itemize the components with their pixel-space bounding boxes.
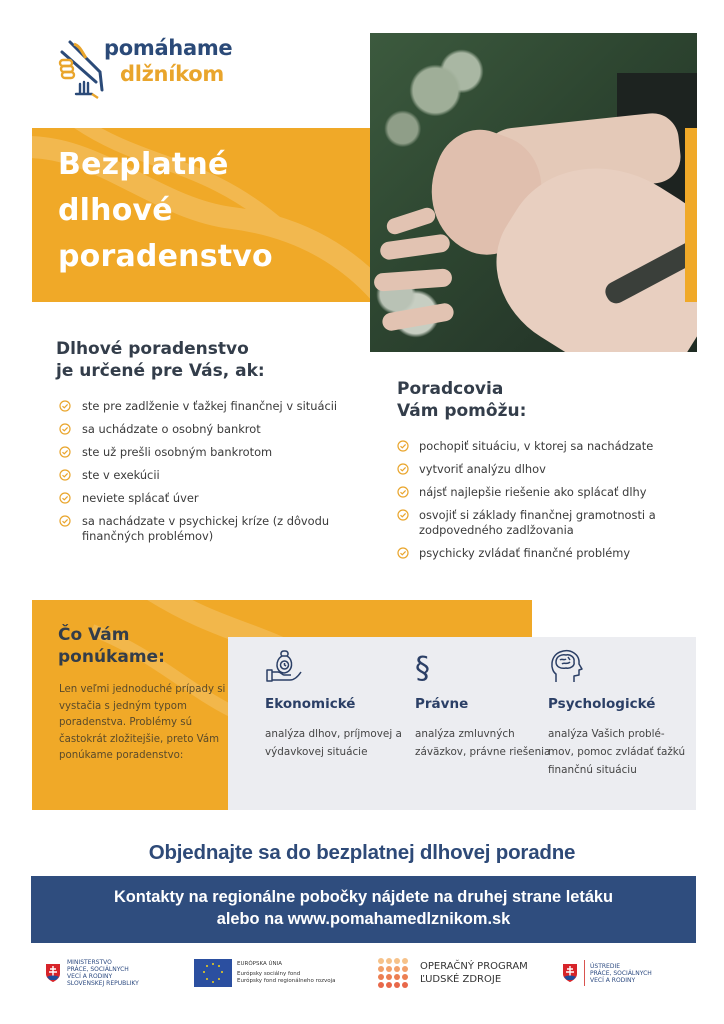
- eu-line-2: Európsky sociálny fond: [237, 971, 301, 977]
- list-item-text: psychicky zvládať finančné problémy: [419, 546, 631, 560]
- list-item-text: ste pre zadlženie v ťažkej finančnej v situácii: [82, 399, 338, 413]
- title-line-2: dlhové: [58, 193, 173, 228]
- list-item-text: pochopiť situáciu, v ktorej sa nachádzate: [419, 439, 654, 453]
- upsvr-logo: [563, 955, 652, 991]
- check-circle-icon: [59, 492, 71, 504]
- svg-text:§: §: [415, 651, 430, 684]
- ministry-line-4: SLOVENSKEJ REPUBLIKY: [67, 980, 139, 987]
- ministry-line-3: VECÍ A RODINY: [67, 973, 113, 980]
- advisors-section: [397, 378, 697, 569]
- hero-title-block: [32, 128, 370, 302]
- cta-heading: Objednajte sa do bezplatnej dlhovej poradne: [148, 841, 576, 864]
- advisors-heading-line-1: Poradcovia: [397, 379, 504, 399]
- check-circle-icon: [397, 440, 409, 452]
- logo-divider: [584, 960, 585, 986]
- paragraph-law-icon: [415, 648, 455, 684]
- list-item: [56, 491, 366, 506]
- check-circle-icon: [59, 423, 71, 435]
- check-circle-icon: [59, 400, 71, 412]
- offer-heading: [58, 624, 165, 668]
- op-line-2: ĽUDSKÉ ZDROJE: [420, 974, 502, 985]
- partner-logos: [0, 955, 724, 995]
- upsvr-line-3: VECÍ A RODINY: [590, 976, 636, 984]
- advisors-list: [397, 439, 697, 561]
- check-circle-icon: [397, 486, 409, 498]
- list-item: [56, 514, 366, 544]
- slovak-coat-of-arms-icon: [46, 964, 60, 982]
- eu-line-1: EURÓPSKA ÚNIA: [237, 961, 283, 967]
- contact-banner: [31, 876, 696, 943]
- list-item: [56, 468, 366, 483]
- list-item-text: sa nachádzate v psychickej kríze (z dôvodu finančných problémov): [82, 514, 330, 543]
- eligibility-heading-line-1: Dlhové poradenstvo: [56, 339, 249, 359]
- check-circle-icon: [59, 469, 71, 481]
- website-link[interactable]: alebo na www.pomahamedlznikom.sk: [216, 910, 511, 928]
- advisors-heading: [397, 378, 697, 422]
- list-item-text: nájsť najlepšie riešenie ako splácať dlhy: [419, 485, 647, 499]
- check-circle-icon: [397, 509, 409, 521]
- service-desc: analýza Vašich problé-mov, pomoc zvládať ťažkú finančnú situáciu: [548, 728, 686, 776]
- service-desc: analýza zmluvných záväzkov, právne riešenia: [415, 728, 551, 758]
- list-item: [397, 508, 697, 538]
- check-circle-icon: [59, 446, 71, 458]
- upsvr-line-1: ÚSTREDIE: [590, 962, 621, 970]
- logo-text-pomahame: pomáhame: [104, 36, 233, 60]
- eligibility-list: [56, 399, 366, 544]
- title-line-3: poradenstvo: [58, 239, 273, 274]
- reaching-hands-photo: [370, 33, 697, 352]
- service-economic: [265, 648, 405, 761]
- list-item: [56, 399, 366, 414]
- list-item-text: osvojiť si základy finančnej gramotnosti a zodpovedného zadlžovania: [419, 508, 656, 537]
- list-item: [56, 445, 366, 460]
- list-item: [397, 439, 697, 454]
- list-item-text: sa uchádzate o osobný bankrot: [82, 422, 261, 436]
- offer-intro: Len veľmi jednoduché prípady si vystačia s jedným typom poradenstva. Problémy sú častokrát zložitejšie, preto Vám ponúkame poradenstvo:: [59, 684, 226, 761]
- eu-logo: [194, 955, 336, 991]
- dots-grid-icon: [378, 958, 408, 988]
- op-ludske-zdroje-logo: [378, 955, 528, 991]
- logo-text-dlznikom: dlžníkom: [120, 62, 224, 86]
- advisors-heading-line-2: Vám pomôžu:: [397, 401, 527, 421]
- check-circle-icon: [59, 515, 71, 527]
- eligibility-heading-line-2: je určené pre Vás, ak:: [56, 361, 265, 381]
- list-item: [56, 422, 366, 437]
- upsvr-line-2: PRÁCE, SOCIÁLNYCH: [590, 969, 652, 977]
- ministry-line-2: PRÁCE, SOCIÁLNYCH: [67, 966, 129, 973]
- eu-flag-icon: [194, 959, 232, 987]
- list-item: [397, 462, 697, 477]
- banner-line-1: Kontakty na regionálne pobočky nájdete na druhej strane letáku: [113, 888, 614, 906]
- check-circle-icon: [397, 463, 409, 475]
- title-line-1: Bezplatné: [58, 147, 229, 182]
- helping-hands-icon: [56, 38, 108, 100]
- service-psychological: [548, 648, 688, 779]
- offer-heading-line-1: Čo Vám: [58, 625, 130, 645]
- page-title: [58, 142, 273, 280]
- accent-stripe: [685, 128, 697, 302]
- service-name: Právne: [415, 696, 469, 712]
- eligibility-heading: [56, 338, 366, 382]
- service-desc: analýza dlhov, príjmovej a výdavkovej situácie: [265, 728, 402, 758]
- service-name: Psychologické: [548, 696, 656, 712]
- offer-heading-line-2: ponúkame:: [58, 647, 165, 667]
- eu-line-3: Európsky fond regionálneho rozvoja: [237, 978, 336, 984]
- head-brain-icon: [548, 648, 588, 684]
- list-item: [397, 546, 697, 561]
- slovak-coat-of-arms-icon: [563, 964, 577, 982]
- list-item-text: ste v exekúcii: [82, 468, 160, 482]
- list-item-text: vytvoriť analýzu dlhov: [419, 462, 546, 476]
- check-circle-icon: [397, 547, 409, 559]
- service-name: Ekonomické: [265, 696, 356, 712]
- ministry-logo: [46, 955, 139, 991]
- list-item-text: neviete splácať úver: [82, 491, 199, 505]
- op-line-1: OPERAČNÝ PROGRAM: [420, 961, 528, 972]
- list-item: [397, 485, 697, 500]
- list-item-text: ste už prešli osobným bankrotom: [82, 445, 273, 459]
- brand-logo: [56, 34, 276, 104]
- eligibility-section: [56, 338, 366, 552]
- ministry-line-1: MINISTERSTVO: [67, 959, 112, 966]
- service-legal: [415, 648, 555, 761]
- money-bag-hand-icon: [265, 648, 305, 684]
